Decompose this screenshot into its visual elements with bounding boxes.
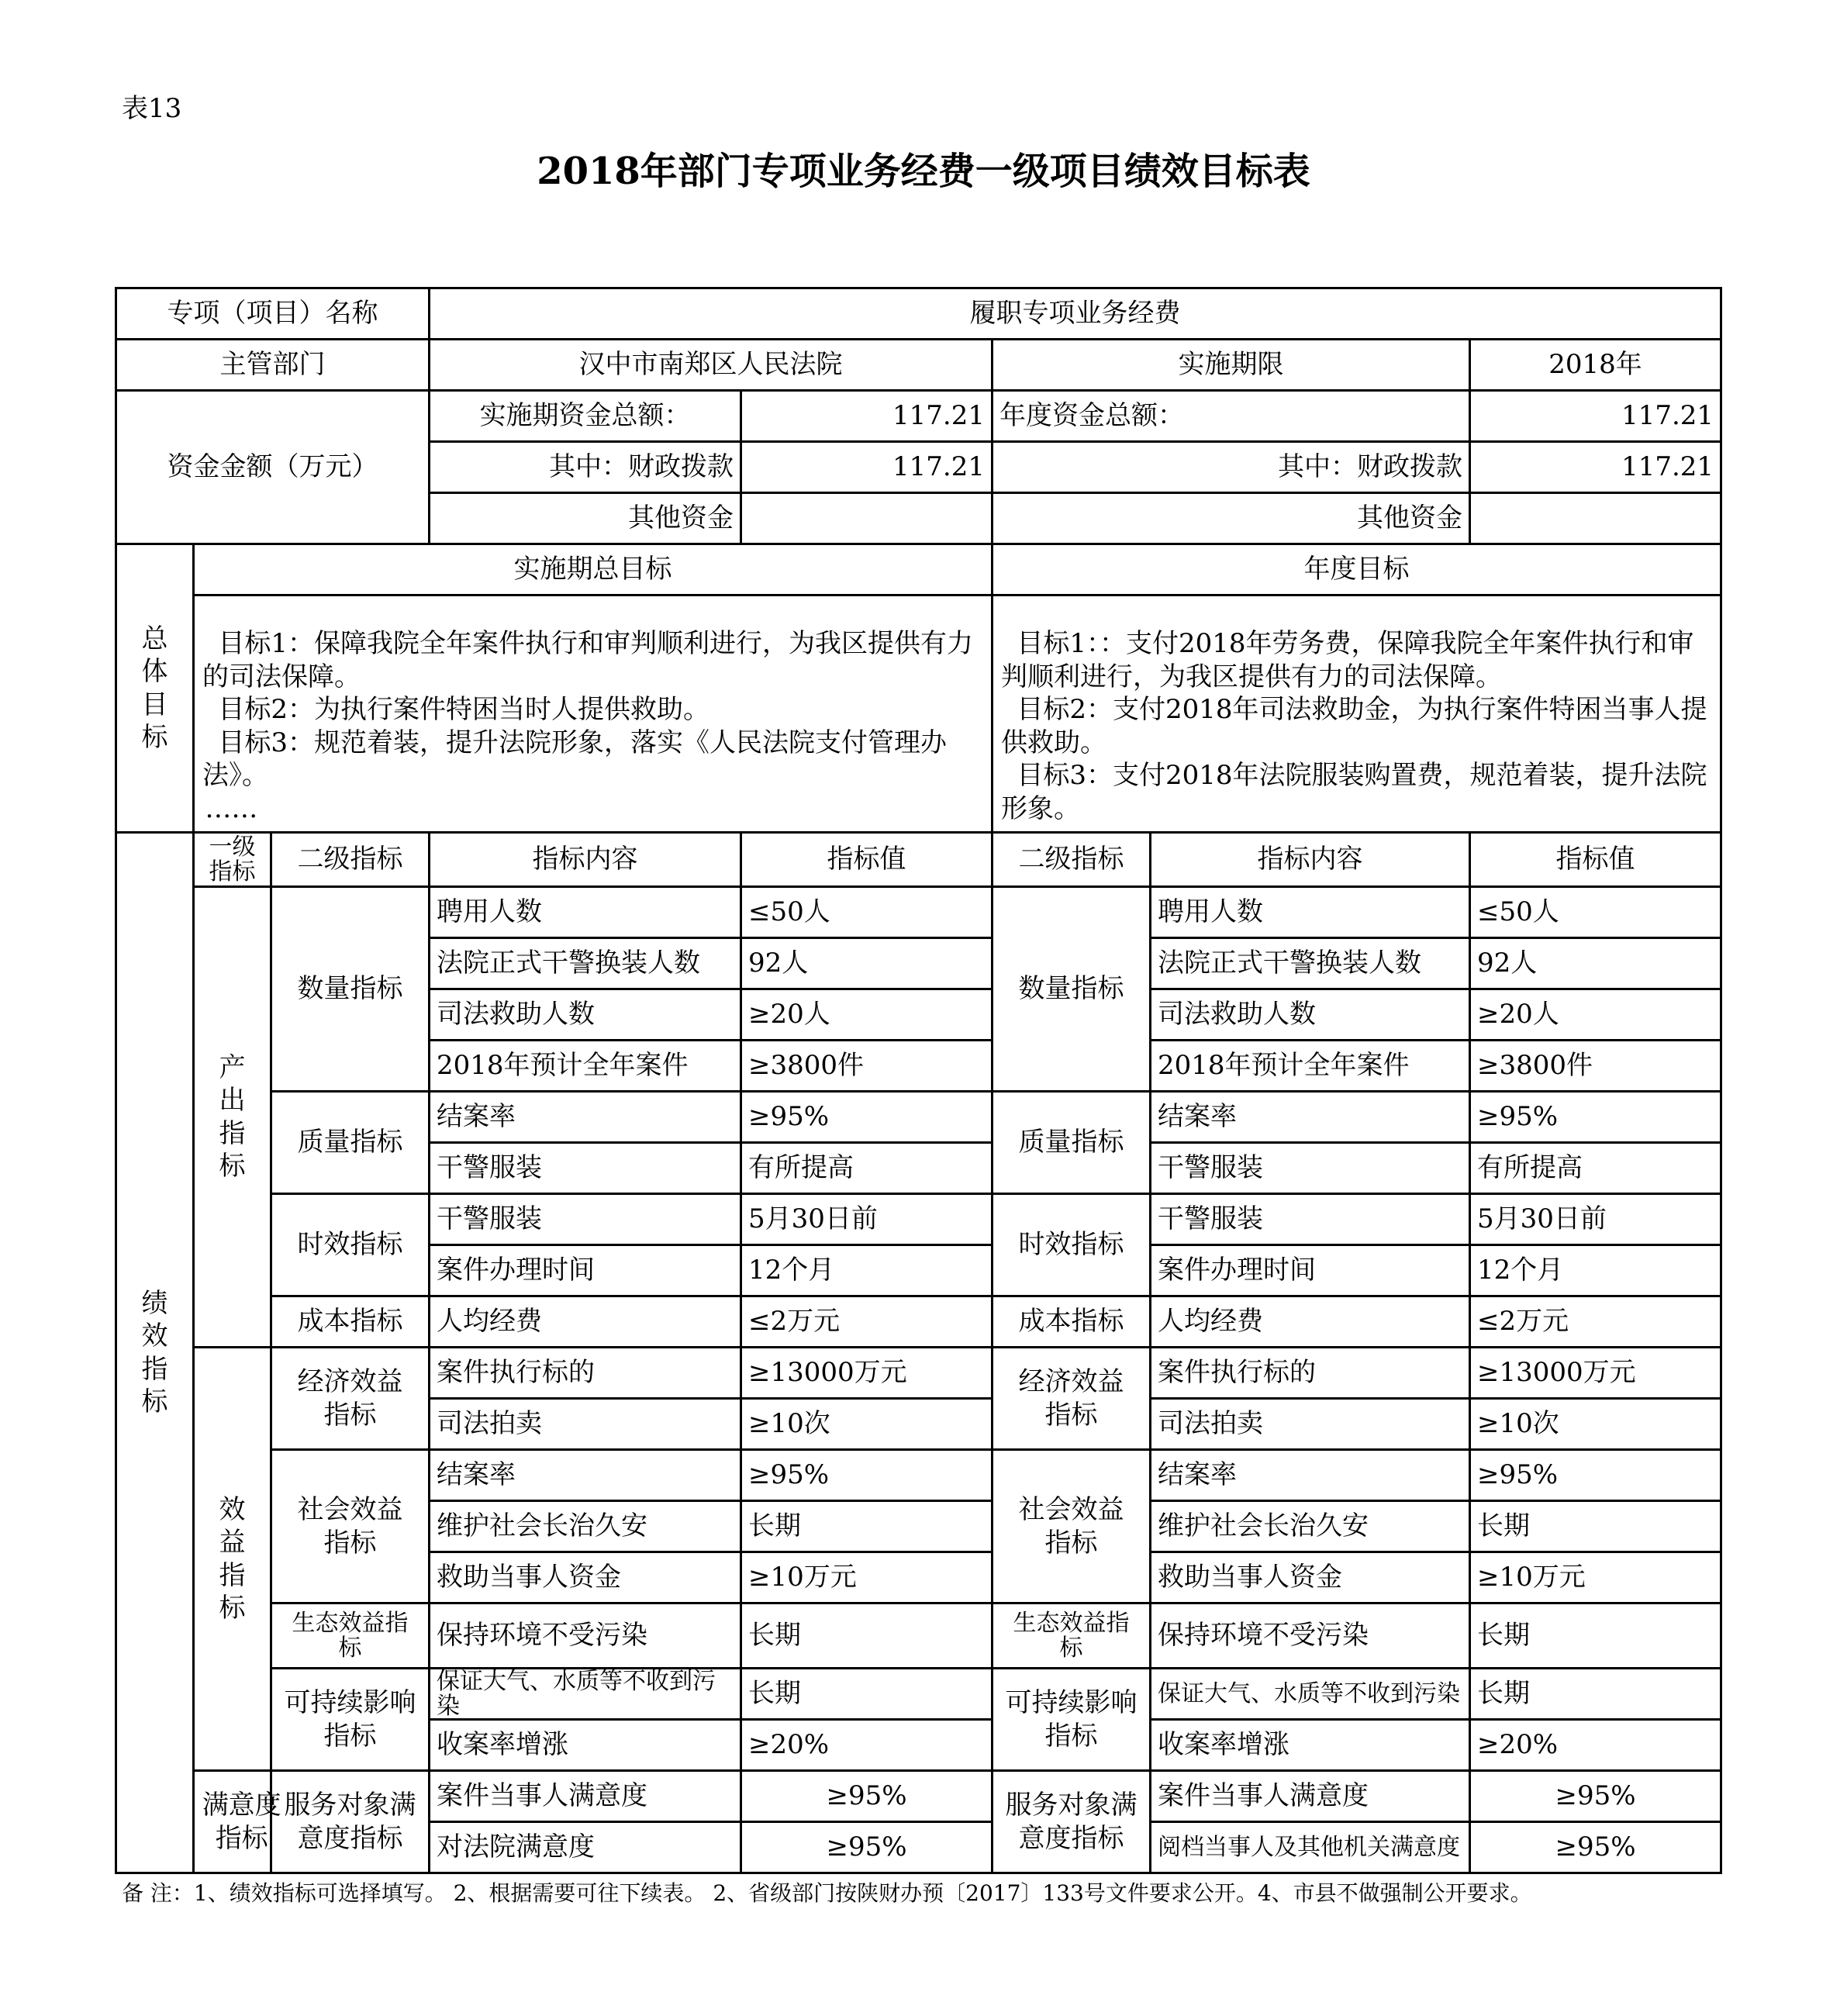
indicator-content: 结案率 (430, 1092, 741, 1143)
year-other-label: 其他资金 (993, 493, 1470, 544)
quantity-indicator-right: 数量指标 (993, 887, 1151, 1092)
indicator-content: 收案率增涨 (430, 1720, 741, 1771)
indicator-content: 法院正式干警换装人数 (430, 938, 741, 989)
indicator-value: ≥3800件 (1470, 1041, 1721, 1092)
cost-indicator-right: 成本指标 (993, 1296, 1151, 1348)
benefit-indicator-label: 效益指标 (194, 1348, 271, 1771)
table-row (116, 1194, 1721, 1245)
overall-goal-label (116, 544, 194, 833)
period-fiscal-label: 其中：财政拨款 (430, 442, 741, 493)
indicator-value: 长期 (741, 1669, 993, 1720)
indicator-content: 保持环境不受污染 (430, 1603, 741, 1669)
quality-indicator-right: 质量指标 (993, 1092, 1151, 1194)
table-row (116, 1771, 1721, 1822)
indicator-value: ≥95% (1470, 1092, 1721, 1143)
col-level2-right: 二级指标 (993, 833, 1151, 887)
table-row (116, 1092, 1721, 1143)
table-row (116, 1348, 1721, 1399)
page-title: 2018年部门专项业务经费一级项目绩效目标表 (537, 150, 1310, 193)
indicator-value: ≥20% (741, 1720, 993, 1771)
dept-label: 主管部门 (116, 340, 430, 391)
output-indicator-label: 产出指标 (194, 887, 271, 1348)
economic-indicator-left: 经济效益指标 (271, 1348, 430, 1450)
table-row (116, 1450, 1721, 1501)
year-goal-3: 目标3：支付2018年法院服装购置费，规范着装，提升法院形象。 (1001, 760, 1707, 824)
indicator-value: ≥95% (1470, 1822, 1721, 1873)
period-value: 2018年 (1470, 340, 1721, 391)
indicator-value: 长期 (1470, 1603, 1721, 1669)
indicator-value: 有所提高 (741, 1143, 993, 1194)
indicator-value: ≥95% (741, 1822, 993, 1873)
indicator-value: 12个月 (741, 1245, 993, 1296)
indicator-content: 保证大气、水质等不收到污染 (430, 1669, 741, 1720)
indicator-content: 案件办理时间 (430, 1245, 741, 1296)
year-goal-2: 目标2：支付2018年司法救助金，为执行案件特困当事人提供救助。 (1001, 694, 1707, 758)
period-fiscal-value: 117.21 (741, 442, 993, 493)
service-satisfaction-right: 服务对象满意度指标 (993, 1771, 1151, 1873)
social-indicator-left: 社会效益指标 (271, 1450, 430, 1603)
indicator-value: 有所提高 (1470, 1143, 1721, 1194)
year-fiscal-value: 117.21 (1470, 442, 1721, 493)
period-goal-2: 目标2：为执行案件特困当时人提供救助。 (218, 694, 710, 725)
indicator-content: 结案率 (1151, 1450, 1470, 1501)
satisfaction-indicator-label: 满意度指标 (194, 1771, 271, 1873)
funds-label: 资金金额（万元） (116, 391, 430, 544)
indicator-content: 维护社会长治久安 (1151, 1501, 1470, 1552)
ecological-indicator-left: 生态效益指标 (271, 1603, 430, 1669)
indicator-content: 案件执行标的 (1151, 1348, 1470, 1399)
year-goal-1: 目标1：：支付2018年劳务费，保障我院全年案件执行和审判顺利进行，为我区提供有力的司法保障。 (1001, 628, 1694, 692)
year-total-label: 年度资金总额： (993, 391, 1470, 442)
sustainable-indicator-right: 可持续影响指标 (993, 1669, 1151, 1771)
performance-indicator-text: 绩效指标 (141, 1287, 168, 1417)
performance-table (115, 287, 1722, 1874)
indicator-content: 案件办理时间 (1151, 1245, 1470, 1296)
indicator-content: 司法救助人数 (430, 989, 741, 1041)
indicator-content: 结案率 (1151, 1092, 1470, 1143)
indicator-value: ≥20% (1470, 1720, 1721, 1771)
indicator-value: 5月30日前 (1470, 1194, 1721, 1245)
social-indicator-right: 社会效益指标 (993, 1450, 1151, 1603)
col-level2-left: 二级指标 (271, 833, 430, 887)
indicator-content: 司法救助人数 (1151, 989, 1470, 1041)
indicator-value: ≥95% (1470, 1450, 1721, 1501)
indicator-content: 案件当事人满意度 (1151, 1771, 1470, 1822)
indicator-content: 救助当事人资金 (1151, 1552, 1470, 1603)
indicator-content: 结案率 (430, 1450, 741, 1501)
col-level1: 一级指标 (194, 833, 271, 887)
indicator-content: 对法院满意度 (430, 1822, 741, 1873)
indicator-value: ≥13000万元 (741, 1348, 993, 1399)
indicator-value: 5月30日前 (741, 1194, 993, 1245)
indicator-content: 干警服装 (1151, 1194, 1470, 1245)
col-content-right: 指标内容 (1151, 833, 1470, 887)
indicator-value: ≥95% (741, 1092, 993, 1143)
indicator-value: ≤50人 (741, 887, 993, 938)
period-other-label: 其他资金 (430, 493, 741, 544)
economic-indicator-right: 经济效益指标 (993, 1348, 1151, 1450)
year-fiscal-label: 其中：财政拨款 (993, 442, 1470, 493)
indicator-content: 干警服装 (430, 1143, 741, 1194)
year-goal-header: 年度目标 (993, 544, 1721, 595)
indicator-content: 干警服装 (430, 1194, 741, 1245)
period-total-label: 实施期资金总额： (430, 391, 741, 442)
indicator-value: ≥10万元 (1470, 1552, 1721, 1603)
indicator-content: 收案率增涨 (1151, 1720, 1470, 1771)
table-row (116, 1296, 1721, 1348)
period-goal-3: 目标3：规范着装，提升法院形象，落实《人民法院支付管理办法》。 (202, 727, 948, 791)
col-value-left: 指标值 (741, 833, 993, 887)
indicator-value: ≥95% (741, 1450, 993, 1501)
indicator-value: 12个月 (1470, 1245, 1721, 1296)
indicator-value: ≥10次 (741, 1399, 993, 1450)
quantity-indicator-left: 数量指标 (271, 887, 430, 1092)
timeliness-indicator-left: 时效指标 (271, 1194, 430, 1296)
period-goal-header: 实施期总目标 (194, 544, 993, 595)
table-row (116, 1603, 1721, 1669)
indicator-value: 长期 (741, 1501, 993, 1552)
period-goal-text (194, 595, 993, 833)
year-other-value (1470, 493, 1721, 544)
indicator-value: ≤2万元 (1470, 1296, 1721, 1348)
indicator-content: 保持环境不受污染 (1151, 1603, 1470, 1669)
col-value-right: 指标值 (1470, 833, 1721, 887)
indicator-content: 2018年预计全年案件 (1151, 1041, 1470, 1092)
indicator-value: ≤50人 (1470, 887, 1721, 938)
service-satisfaction-left: 服务对象满意度指标 (271, 1771, 430, 1873)
year-total-value: 117.21 (1470, 391, 1721, 442)
footnote: 备 注：1、绩效指标可选择填写。 2、根据需要可往下续表。 2、省级部门按陕财办预〔2017〕133号文件要求公开。4、市县不做强制公开要求。 (122, 1880, 1532, 1906)
indicator-content: 干警服装 (1151, 1143, 1470, 1194)
period-goal-1: 目标1：保障我院全年案件执行和审判顺利进行，为我区提供有力的司法保障。 (202, 628, 974, 692)
indicator-value: ≤2万元 (741, 1296, 993, 1348)
table-row (116, 1669, 1721, 1720)
indicator-content: 司法拍卖 (1151, 1399, 1470, 1450)
indicator-value: ≥13000万元 (1470, 1348, 1721, 1399)
indicator-content: 保证大气、水质等不收到污染 (1151, 1669, 1470, 1720)
col-content-left: 指标内容 (430, 833, 741, 887)
period-total-value: 117.21 (741, 391, 993, 442)
indicator-content: 法院正式干警换装人数 (1151, 938, 1470, 989)
indicator-value: ≥10次 (1470, 1399, 1721, 1450)
project-name-value: 履职专项业务经费 (430, 288, 1721, 340)
indicator-value: ≥20人 (1470, 989, 1721, 1041)
indicator-value: ≥20人 (741, 989, 993, 1041)
indicator-content: 聘用人数 (1151, 887, 1470, 938)
ecological-indicator-right: 生态效益指标 (993, 1603, 1151, 1669)
indicator-value: 92人 (1470, 938, 1721, 989)
indicator-content: 救助当事人资金 (430, 1552, 741, 1603)
project-name-label: 专项（项目）名称 (116, 288, 430, 340)
dept-value: 汉中市南郑区人民法院 (430, 340, 993, 391)
sustainable-indicator-left: 可持续影响指标 (271, 1669, 430, 1771)
indicator-content: 案件执行标的 (430, 1348, 741, 1399)
indicator-content: 阅档当事人及其他机关满意度 (1151, 1822, 1470, 1873)
indicator-content: 案件当事人满意度 (430, 1771, 741, 1822)
indicator-value: 长期 (741, 1603, 993, 1669)
table-row (116, 887, 1721, 938)
period-goal-more: …… (205, 792, 258, 824)
indicator-content: 聘用人数 (430, 887, 741, 938)
indicator-value: 92人 (741, 938, 993, 989)
timeliness-indicator-right: 时效指标 (993, 1194, 1151, 1296)
indicator-content: 维护社会长治久安 (430, 1501, 741, 1552)
indicator-value: ≥95% (741, 1771, 993, 1822)
indicator-value: 长期 (1470, 1501, 1721, 1552)
indicator-content: 司法拍卖 (430, 1399, 741, 1450)
indicator-content: 2018年预计全年案件 (430, 1041, 741, 1092)
quality-indicator-left: 质量指标 (271, 1092, 430, 1194)
period-label: 实施期限 (993, 340, 1470, 391)
indicator-value: ≥3800件 (741, 1041, 993, 1092)
indicator-content: 人均经费 (1151, 1296, 1470, 1348)
overall-goal-text: 总体目标 (141, 623, 168, 753)
performance-indicator-label (116, 833, 194, 1873)
table-number: 表13 (122, 93, 182, 124)
period-other-value (741, 493, 993, 544)
indicator-value: ≥10万元 (741, 1552, 993, 1603)
cost-indicator-left: 成本指标 (271, 1296, 430, 1348)
indicator-value: ≥95% (1470, 1771, 1721, 1822)
year-goal-text (993, 595, 1721, 833)
indicator-value: 长期 (1470, 1669, 1721, 1720)
indicator-content: 人均经费 (430, 1296, 741, 1348)
